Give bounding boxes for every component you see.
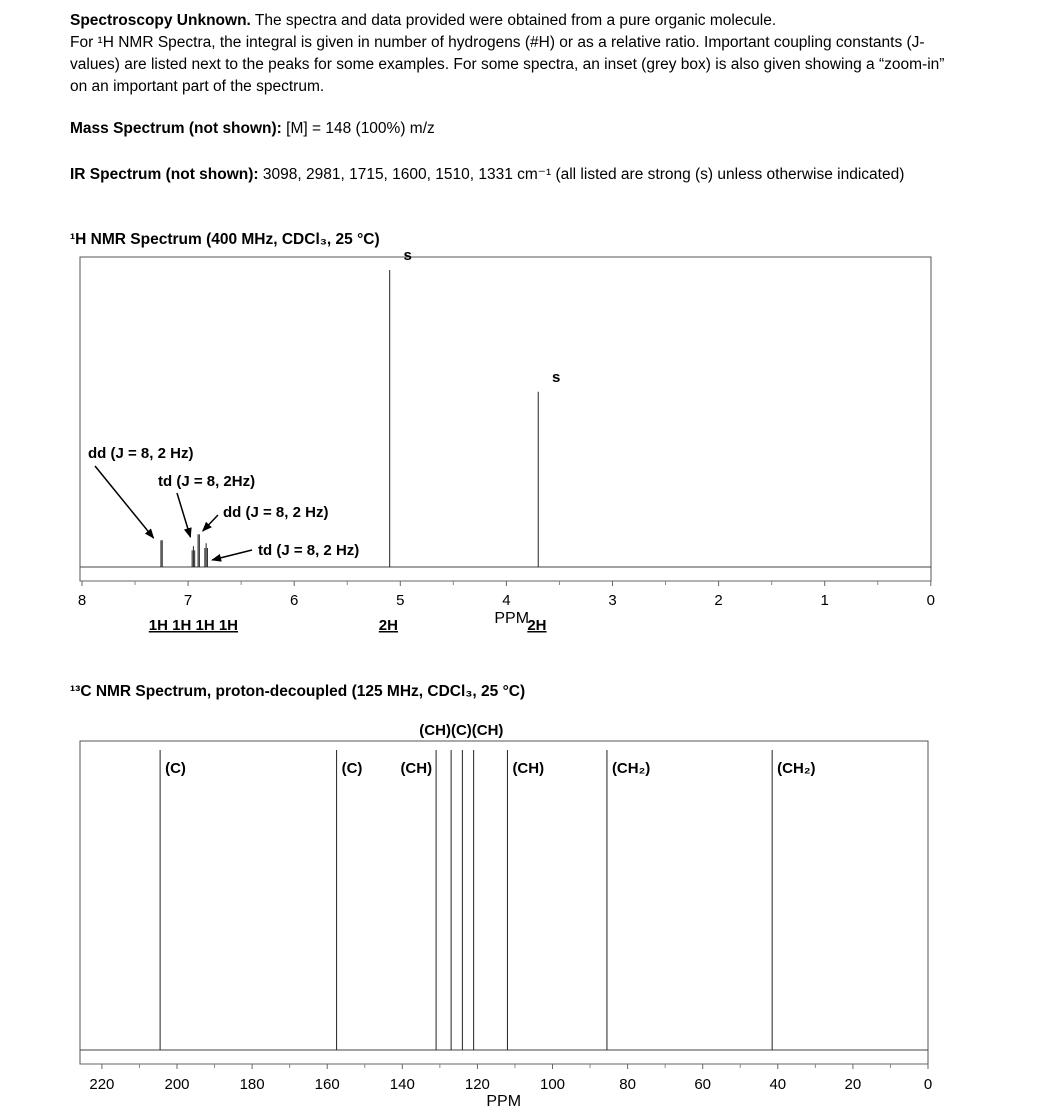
intro-line1: The spectra and data provided were obtained from a pure organic molecule. [250, 12, 777, 29]
h-nmr-title: ¹H NMR Spectrum (400 MHz, CDCl₃, 25 °C) [70, 231, 380, 248]
h-nmr-tick-label: 6 [290, 592, 299, 609]
c-nmr-peak-label: (CH₂) [777, 760, 816, 777]
h-nmr-mult-label: s [552, 368, 561, 386]
c-nmr-tick-label: 80 [619, 1076, 636, 1093]
c-nmr-tick-label: 200 [164, 1076, 190, 1093]
c-nmr-tick-label: 160 [314, 1076, 340, 1093]
h-nmr-annotation: td (J = 8, 2Hz) [158, 473, 256, 490]
c-nmr-tick-label: 0 [923, 1076, 933, 1093]
ir-spectrum-value: 3098, 2981, 1715, 1600, 1510, 1331 cm⁻¹ (all listed are strong (s) unless otherwise indicated) [262, 166, 905, 183]
c-nmr-peak-label: (CH) [400, 760, 433, 777]
h-nmr-integral: 2H [378, 617, 398, 634]
h-nmr-tick-label: 0 [926, 592, 935, 609]
c-nmr-peak-label: (C) [341, 760, 363, 777]
mass-spectrum-label: Mass Spectrum (not shown): [70, 120, 282, 137]
h-nmr-annotation-arrow [177, 493, 190, 537]
h-nmr-integral: 2H [527, 617, 547, 634]
h-nmr-annotation-arrow [95, 466, 154, 538]
h-nmr-tick-label: 5 [396, 592, 405, 609]
c-nmr-axis-label: PPM [486, 1093, 522, 1110]
h-nmr-integral: 1H 1H 1H 1H [148, 617, 239, 634]
h-nmr-annotation-arrow [212, 550, 252, 560]
c-nmr-tick-label: 40 [769, 1076, 787, 1093]
c-nmr-peak-label: (C) [165, 760, 186, 777]
c-nmr-tick-label: 180 [239, 1076, 265, 1093]
intro-heading: Spectroscopy Unknown. [70, 12, 251, 29]
c-nmr-tick-label: 20 [844, 1076, 862, 1093]
h-nmr-annotation: dd (J = 8, 2 Hz) [223, 504, 329, 521]
h-nmr-tick-label: 8 [77, 592, 87, 609]
c-nmr-title: ¹³C NMR Spectrum, proton-decoupled (125 MHz, CDCl₃, 25 °C) [70, 683, 526, 700]
intro-line2: For ¹H NMR Spectra, the integral is given in number of hydrogens (#H) or as a relative ratio. Important coupling constants (J-values) are listed next to the peaks for some examples. For some spectra, an inset (grey box) is also given showing a “zoom-in” on an important part of the spectrum. [70, 34, 945, 95]
h-nmr-annotation: td (J = 8, 2 Hz) [258, 542, 360, 559]
c-nmr-peak-label: (CH)(C)(CH) [419, 722, 504, 739]
ir-spectrum-label: IR Spectrum (not shown): [70, 166, 259, 183]
mass-spectrum-value: [M] = 148 (100%) m/z [286, 120, 435, 137]
h-nmr-tick-label: 4 [502, 592, 511, 609]
h-nmr-tick-label: 3 [608, 592, 617, 609]
c-nmr-tick-label: 100 [539, 1076, 566, 1093]
h-nmr-tick-label: 2 [714, 592, 723, 609]
c-nmr-peak-label: (CH₂) [611, 760, 651, 777]
c-nmr-tick-label: 140 [389, 1076, 415, 1093]
c-nmr-tick-label: 120 [464, 1076, 490, 1093]
h-nmr-tick-label: 7 [183, 592, 193, 609]
h-nmr-tick-label: 1 [820, 592, 829, 609]
c-nmr-peak-label: (CH) [512, 760, 545, 777]
h-nmr-annotation-arrow [203, 515, 218, 531]
c-nmr-tick-label: 220 [89, 1076, 115, 1093]
h-nmr-frame [80, 257, 931, 581]
h-nmr-axis-label: PPM [494, 610, 530, 627]
c-nmr-frame [80, 741, 928, 1064]
h-nmr-annotation: dd (J = 8, 2 Hz) [88, 445, 194, 462]
h-nmr-mult-label: s [403, 247, 412, 264]
c-nmr-tick-label: 60 [694, 1076, 712, 1093]
